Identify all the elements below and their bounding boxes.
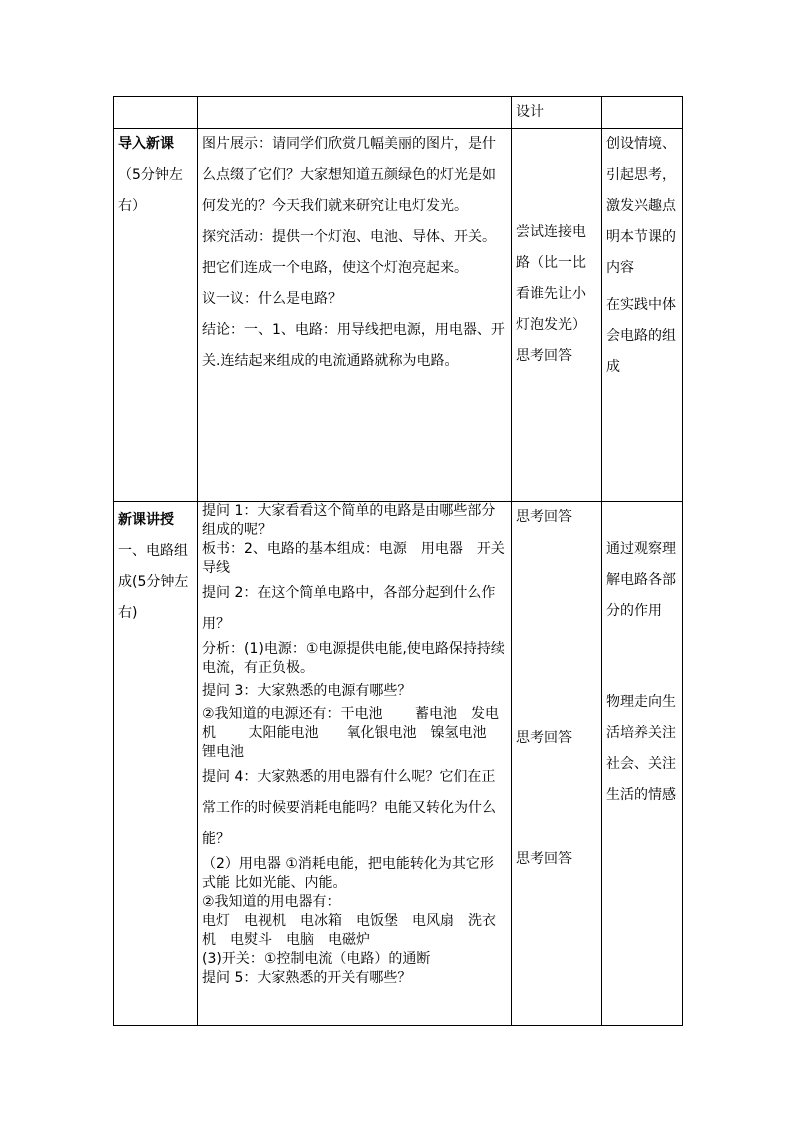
newlesson-question-1: 提问 1：大家看看这个简单的电路是由哪些部分组成的呢？	[202, 503, 496, 538]
intro-time: （5分钟左右）	[118, 167, 183, 214]
newlesson-question-3: 提问 3：大家熟悉的电源有哪些？	[202, 683, 412, 699]
newlesson-sources: ②我知道的电源还有：干电池 蓄电池 发电机 太阳能电池 氧化银电池 镍氢电池 锂电池	[202, 706, 515, 760]
newlesson-student-cell	[512, 502, 602, 1026]
intro-row	[114, 129, 683, 502]
intro-title: 导入新课	[118, 136, 174, 152]
newlesson-row	[114, 502, 683, 1026]
newlesson-switch: (3)开关：①控制电流（电路）的通断	[202, 951, 431, 967]
newlesson-design-cell	[602, 502, 683, 1026]
table-header-row	[114, 97, 683, 129]
header-cell-1	[114, 97, 198, 129]
lesson-plan-table	[113, 96, 683, 1026]
newlesson-appliance-know: ②我知道的用电器有：	[202, 894, 341, 910]
newlesson-appliance: （2）用电器 ①消耗电能，把电能转化为其它形式能 比如光能、内能。	[202, 856, 494, 891]
newlesson-question-4: 提问 4：大家熟悉的用电器有什么呢？它们在正常工作的时候要消耗电能吗？电能又转化为什么能？	[202, 769, 496, 847]
newlesson-title: 新课讲授	[118, 512, 174, 528]
newlesson-design-2: 物理走向生活培养关注社会、关注生活的情感	[606, 694, 676, 803]
newlesson-appliance-list: 电灯 电视机 电冰箱 电饭堡 电风扇 洗衣机 电熨斗 电脑 电磁炉	[202, 913, 496, 948]
intro-student-activity: 尝试连接电路（比一比看谁先让小灯泡发光）	[516, 224, 586, 333]
header-cell-design: 设计	[512, 97, 602, 129]
header-cell-2	[198, 97, 512, 129]
intro-student-cell	[512, 129, 602, 502]
newlesson-student-2: 思考回答	[516, 730, 572, 746]
intro-student-answer: 思考回答	[516, 348, 572, 364]
intro-design-cell	[602, 129, 683, 502]
intro-conclusion: 结论：一、1、电路：用导线把电源，用电器、开关.连结起来组成的电流通路就称为电路。	[202, 322, 505, 369]
newlesson-content-cell	[198, 502, 524, 1026]
newlesson-question-5: 提问 5：大家熟悉的开关有哪些？	[202, 970, 412, 986]
newlesson-analysis: 分析：(1)电源：①电源提供电能,使电路保持持续电流，有正负极。	[202, 641, 505, 676]
newlesson-board: 板书：2、电路的基本组成：电源 用电器 开关 导线	[202, 541, 524, 576]
intro-discussion: 议一议：什么是电路？	[202, 291, 342, 307]
newlesson-student-1: 思考回答	[516, 509, 572, 525]
intro-picture-display: 图片展示：请同学们欣赏几幅美丽的图片，是什么点缀了它们？大家想知道五颜绿色的灯光是如何发光的？今天我们就来研究让电灯发光。	[202, 136, 496, 214]
intro-design-1: 创设情境、引起思考，激发兴趣点明本节课的内容	[606, 136, 676, 276]
newlesson-subtitle: 一、电路组成(5分钟左右)	[118, 543, 189, 621]
newlesson-title-cell	[114, 502, 198, 1026]
newlesson-student-3: 思考回答	[516, 851, 572, 867]
newlesson-question-2: 提问 2：在这个简单电路中，各部分起到什么作用？	[202, 585, 496, 632]
intro-title-cell	[114, 129, 198, 502]
newlesson-design-1: 通过观察理解电路各部分的作用	[606, 541, 676, 619]
intro-content-cell	[198, 129, 512, 502]
intro-activity: 探究活动：提供一个灯泡、电池、导体、开关。把它们连成一个电路，使这个灯泡亮起来。	[202, 229, 496, 276]
intro-design-2: 在实践中体会电路的组成	[606, 297, 676, 375]
header-cell-4	[602, 97, 683, 129]
